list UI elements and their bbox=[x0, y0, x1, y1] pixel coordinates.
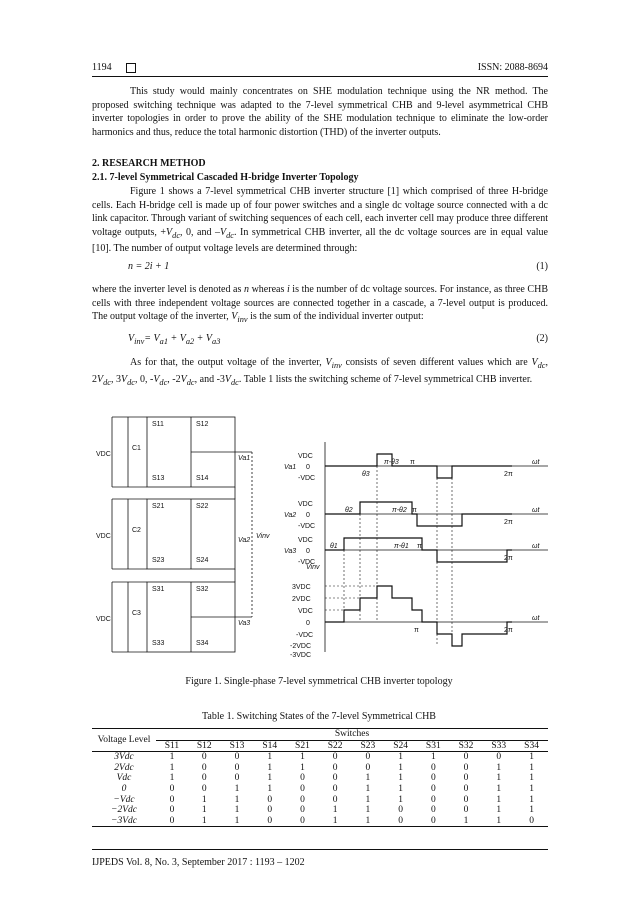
switch-state-cell: 0 bbox=[332, 762, 338, 773]
switch-state-cell: 0 bbox=[332, 752, 338, 763]
vinv-circuit: Vinv bbox=[256, 533, 270, 540]
switch-state-cell: 1 bbox=[529, 794, 534, 805]
switch-state-cell: 0 bbox=[463, 752, 469, 763]
va1-wave-label: Va1 bbox=[284, 464, 297, 471]
wt-label-3: ωt bbox=[532, 543, 540, 550]
vinv-level-neg-3vdc: -3VDC bbox=[290, 652, 312, 657]
switch-state-cell: 0 bbox=[201, 752, 207, 763]
switch-s11: S11 bbox=[152, 421, 164, 428]
switch-header: S12 bbox=[196, 740, 212, 751]
section-heading: 2. RESEARCH METHOD bbox=[92, 158, 206, 169]
vinv-level-neg-2vdc: -2VDC bbox=[290, 643, 312, 650]
table-row bbox=[92, 773, 548, 784]
theta3-label: θ3 bbox=[362, 471, 370, 478]
switch-s31: S31 bbox=[152, 586, 165, 593]
switch-state-cell: 1 bbox=[169, 752, 175, 763]
switch-state-cell: 1 bbox=[430, 752, 436, 763]
switch-state-cell: 0 bbox=[430, 815, 436, 826]
table-row bbox=[92, 805, 548, 816]
switch-state-cell: 0 bbox=[463, 773, 469, 784]
switch-state-cell: 0 bbox=[300, 794, 305, 805]
switch-state-cell: 1 bbox=[365, 783, 371, 794]
table-header-row-1 bbox=[92, 729, 548, 741]
va2-level-vdc: VDC bbox=[298, 501, 313, 508]
switch-state-cell: 0 bbox=[496, 752, 502, 763]
header-rule bbox=[92, 76, 548, 77]
square-icon bbox=[126, 63, 136, 73]
switch-state-cell: 0 bbox=[398, 815, 403, 826]
voltage-level-cell: 0 bbox=[121, 783, 127, 794]
switch-state-cell: 0 bbox=[201, 783, 207, 794]
switch-state-cell: 0 bbox=[169, 805, 175, 816]
paragraph-2: where the inverter level is denoted as n whereas i is the number of dc voltage sources. For instance, as three CHB cells with three independent voltage sources are connected together in a cascade, a 7-level output is produced. The output voltage of the inverter, $V_{inv}$ is the sum of the individual inverter output: bbox=[92, 284, 548, 325]
vinv-level-3vdc: 3VDC bbox=[292, 584, 311, 591]
equation-1: n = 2i + 1 (1) bbox=[128, 261, 548, 272]
switch-state-cell: 0 bbox=[332, 773, 338, 784]
switch-state-cell: 1 bbox=[529, 762, 534, 773]
vinv-wave-label: Vinv bbox=[306, 564, 320, 571]
page-footer: IJPEDS Vol. 8, No. 3, September 2017 : 1193 – 1202 bbox=[92, 857, 305, 868]
switch-state-cell: 1 bbox=[234, 805, 240, 816]
pi-label-1: π bbox=[410, 459, 415, 466]
switch-state-cell: 0 bbox=[300, 805, 305, 816]
figure-1 bbox=[92, 402, 548, 657]
switch-state-cell: 0 bbox=[234, 773, 240, 784]
switch-state-cell: 1 bbox=[234, 815, 240, 826]
figure-caption: Figure 1. Single-phase 7-level symmetrical CHB inverter topology bbox=[185, 676, 453, 687]
pi-label-2: π bbox=[412, 507, 417, 514]
switch-state-cell: 0 bbox=[430, 794, 436, 805]
chb-figure-svg bbox=[92, 402, 548, 657]
switch-state-cell: 0 bbox=[430, 762, 436, 773]
switch-s34: S34 bbox=[196, 640, 209, 647]
switching-table bbox=[92, 728, 548, 827]
switch-state-cell: 1 bbox=[398, 783, 403, 794]
switch-s21: S21 bbox=[152, 503, 165, 510]
switch-state-cell: 1 bbox=[267, 773, 273, 784]
switch-state-cell: 0 bbox=[169, 783, 175, 794]
switch-state-cell: 0 bbox=[365, 752, 371, 763]
subsection-heading: 2.1. 7-level Symmetrical Cascaded H-bridge Inverter Topology bbox=[92, 172, 359, 183]
va3-level-0: 0 bbox=[306, 548, 310, 555]
twopi-label-4: 2π bbox=[504, 627, 513, 634]
pi-theta1-label: π-θ1 bbox=[394, 543, 409, 550]
switch-header: S23 bbox=[360, 740, 376, 751]
vdc-label-3: VDC bbox=[96, 616, 111, 623]
switch-state-cell: 1 bbox=[496, 773, 502, 784]
switch-header: S24 bbox=[393, 740, 408, 751]
table-caption: Table 1. Switching States of the 7-level Symmetrical CHB bbox=[202, 711, 436, 722]
pi-theta3-label: π-θ3 bbox=[384, 459, 399, 466]
voltage-level-cell: −Vdc bbox=[113, 794, 135, 805]
va1-level-0: 0 bbox=[306, 464, 310, 471]
switch-state-cell: 1 bbox=[201, 815, 207, 826]
wt-label-1: ωt bbox=[532, 459, 540, 466]
pi-theta2-label: π-θ2 bbox=[392, 507, 407, 514]
switch-state-cell: 1 bbox=[496, 805, 502, 816]
switch-state-cell: 1 bbox=[398, 752, 403, 763]
switch-header: S22 bbox=[327, 740, 343, 751]
theta2-label: θ2 bbox=[345, 507, 353, 514]
switch-state-cell: 0 bbox=[463, 805, 469, 816]
footer-rule bbox=[92, 849, 548, 850]
vinv-level-neg-vdc: -VDC bbox=[296, 632, 314, 639]
voltage-level-cell: Vdc bbox=[116, 773, 132, 784]
switch-state-cell: 0 bbox=[463, 783, 469, 794]
switch-state-cell: 1 bbox=[267, 752, 273, 763]
va1-circuit: Va1 bbox=[238, 455, 251, 462]
switch-state-cell: 1 bbox=[496, 815, 502, 826]
paragraph-3: As for that, the output voltage of the inverter, $V_{inv}$ consists of seven different values which are $V_{dc}$, $2V_{dc}$, $3V_{dc}$, 0, $-V_{dc}$, $-2V_{dc}$, and $-3V_{dc}$. Table 1 lists the switching scheme of 7-level symmetrical CHB inverter. bbox=[92, 357, 548, 387]
theta1-label: θ1 bbox=[330, 543, 338, 550]
va2-wave-label: Va2 bbox=[284, 512, 297, 519]
switch-state-cell: 1 bbox=[234, 794, 240, 805]
switch-state-cell: 0 bbox=[169, 815, 175, 826]
va2-level-0: 0 bbox=[306, 512, 310, 519]
table-row bbox=[92, 763, 548, 774]
switch-state-cell: 0 bbox=[267, 805, 273, 816]
switch-header: S33 bbox=[491, 740, 507, 751]
va3-level-neg: -VDC bbox=[298, 559, 316, 566]
switch-state-cell: 1 bbox=[300, 762, 305, 773]
switch-state-cell: 1 bbox=[529, 783, 534, 794]
switch-state-cell: 1 bbox=[201, 794, 207, 805]
switch-state-cell: 1 bbox=[267, 783, 273, 794]
voltage-level-cell: 3Vdc bbox=[114, 752, 134, 763]
page-number: 1194 bbox=[92, 62, 112, 73]
switch-state-cell: 1 bbox=[398, 794, 403, 805]
switch-state-cell: 1 bbox=[365, 805, 371, 816]
col-voltage-level: Voltage Level bbox=[97, 734, 151, 745]
va1-level-vdc: VDC bbox=[298, 453, 313, 460]
switch-state-cell: 1 bbox=[529, 773, 534, 784]
pi-label-4: π bbox=[414, 627, 419, 634]
cap-c2: C2 bbox=[132, 527, 141, 534]
vdc-label-2: VDC bbox=[96, 533, 111, 540]
switch-state-cell: 0 bbox=[398, 805, 403, 816]
vinv-level-0: 0 bbox=[306, 620, 310, 627]
intro-paragraph: This study would mainly concentrates on SHE modulation technique using the NR method. The proposed switching technique was adapted to the 7-level symmetrical CHB and 9-level asymmetrical CHB inverter topologies in order to prove the ability of the SHE modulation technique to eliminate the low-order harmonics and thus, reduce the total harmonic distortion (THD) of the inverter outputs. bbox=[92, 86, 548, 138]
switch-s12: S12 bbox=[196, 421, 209, 428]
switch-header: S11 bbox=[164, 740, 180, 751]
switch-state-cell: 1 bbox=[463, 815, 469, 826]
switch-state-cell: 1 bbox=[398, 762, 403, 773]
switch-header: S34 bbox=[524, 740, 539, 751]
switch-state-cell: 1 bbox=[201, 805, 207, 816]
voltage-level-cell: −3Vdc bbox=[111, 815, 137, 826]
switch-state-cell: 0 bbox=[430, 773, 436, 784]
switch-state-cell: 1 bbox=[529, 805, 534, 816]
switch-state-cell: 0 bbox=[430, 783, 436, 794]
switch-state-cell: 0 bbox=[365, 762, 371, 773]
switch-state-cell: 0 bbox=[430, 805, 436, 816]
switch-state-cell: 1 bbox=[332, 805, 338, 816]
switch-s14: S14 bbox=[196, 475, 209, 482]
switch-s24: S24 bbox=[196, 557, 209, 564]
switch-state-cell: 1 bbox=[169, 762, 175, 773]
va2-level-neg: -VDC bbox=[298, 523, 316, 530]
switch-state-cell: 1 bbox=[496, 783, 502, 794]
switch-state-cell: 1 bbox=[496, 794, 502, 805]
switch-state-cell: 0 bbox=[169, 794, 175, 805]
wt-label-4: ωt bbox=[532, 615, 540, 622]
vinv-level-2vdc: 2VDC bbox=[292, 596, 311, 603]
switch-header: S13 bbox=[229, 740, 245, 751]
switch-state-cell: 0 bbox=[463, 762, 469, 773]
switch-state-cell: 0 bbox=[300, 773, 305, 784]
switch-state-cell: 0 bbox=[234, 762, 240, 773]
switch-state-cell: 1 bbox=[169, 773, 175, 784]
twopi-label-1: 2π bbox=[504, 471, 513, 478]
va3-circuit: Va3 bbox=[238, 620, 251, 627]
switch-header: S14 bbox=[262, 740, 278, 751]
switch-s22: S22 bbox=[196, 503, 209, 510]
table-row bbox=[92, 784, 548, 795]
switch-state-cell: 1 bbox=[365, 794, 371, 805]
switch-state-cell: 1 bbox=[267, 762, 273, 773]
va3-level-vdc: VDC bbox=[298, 537, 313, 544]
switch-state-cell: 0 bbox=[529, 815, 534, 826]
switch-state-cell: 0 bbox=[463, 794, 469, 805]
switch-state-cell: 0 bbox=[300, 783, 305, 794]
table-header-row-2 bbox=[92, 740, 548, 752]
pi-label-3: π bbox=[417, 543, 422, 550]
switch-state-cell: 0 bbox=[234, 752, 240, 763]
cap-c1: C1 bbox=[132, 445, 141, 452]
va3-wave-label: Va3 bbox=[284, 548, 297, 555]
switch-state-cell: 0 bbox=[267, 794, 273, 805]
switch-state-cell: 0 bbox=[267, 815, 273, 826]
switch-s32: S32 bbox=[196, 586, 209, 593]
switch-header: S32 bbox=[458, 740, 474, 751]
voltage-level-cell: −2Vdc bbox=[111, 805, 137, 816]
switch-state-cell: 0 bbox=[300, 815, 305, 826]
switch-state-cell: 0 bbox=[201, 773, 207, 784]
switch-state-cell: 1 bbox=[529, 752, 534, 763]
switch-header: S21 bbox=[295, 740, 310, 751]
switch-state-cell: 1 bbox=[398, 773, 403, 784]
paragraph-1: Figure 1 shows a 7-level symmetrical CHB inverter structure [1] which comprised of three H-bridge cells. Each H-bridge cell is made up of four power switches and a single dc voltage source connected with a dc link capacitor. Through variant of switching sequences of each cell, each inverter cell may produce three different voltage outputs, $+V_{dc}$, 0, and $-V_{dc}$. In symmetrical CHB inverter, all the dc voltage sources are in equal value [10]. The number of output voltage levels are determined through: bbox=[92, 186, 548, 255]
switch-state-cell: 0 bbox=[201, 762, 207, 773]
twopi-label-3: 2π bbox=[504, 555, 513, 562]
issn: ISSN: 2088-8694 bbox=[477, 62, 548, 73]
table-row bbox=[92, 752, 548, 763]
switch-state-cell: 0 bbox=[332, 794, 338, 805]
equation-2: $V_{inv}= V_{a1} + V_{a2} + V_{a3}$ (2) bbox=[128, 333, 548, 346]
switch-state-cell: 1 bbox=[365, 815, 371, 826]
table-row bbox=[92, 816, 548, 827]
switch-state-cell: 1 bbox=[332, 815, 338, 826]
vinv-level-vdc: VDC bbox=[298, 608, 313, 615]
voltage-level-cell: 2Vdc bbox=[114, 762, 134, 773]
wt-label-2: ωt bbox=[532, 507, 540, 514]
table-row bbox=[92, 795, 548, 806]
switch-state-cell: 1 bbox=[234, 783, 240, 794]
switch-state-cell: 1 bbox=[365, 773, 371, 784]
switch-state-cell: 1 bbox=[496, 762, 502, 773]
switch-state-cell: 0 bbox=[332, 783, 338, 794]
vdc-label-1: VDC bbox=[96, 451, 111, 458]
switch-s23: S23 bbox=[152, 557, 165, 564]
cap-c3: C3 bbox=[132, 610, 141, 617]
va1-level-neg: -VDC bbox=[298, 475, 316, 482]
col-switches: Switches bbox=[156, 729, 548, 741]
va2-circuit: Va2 bbox=[238, 537, 251, 544]
switch-s13: S13 bbox=[152, 475, 165, 482]
switch-state-cell: 1 bbox=[300, 752, 305, 763]
switch-header: S31 bbox=[425, 740, 441, 751]
switch-s33: S33 bbox=[152, 640, 165, 647]
twopi-label-2: 2π bbox=[504, 519, 513, 526]
